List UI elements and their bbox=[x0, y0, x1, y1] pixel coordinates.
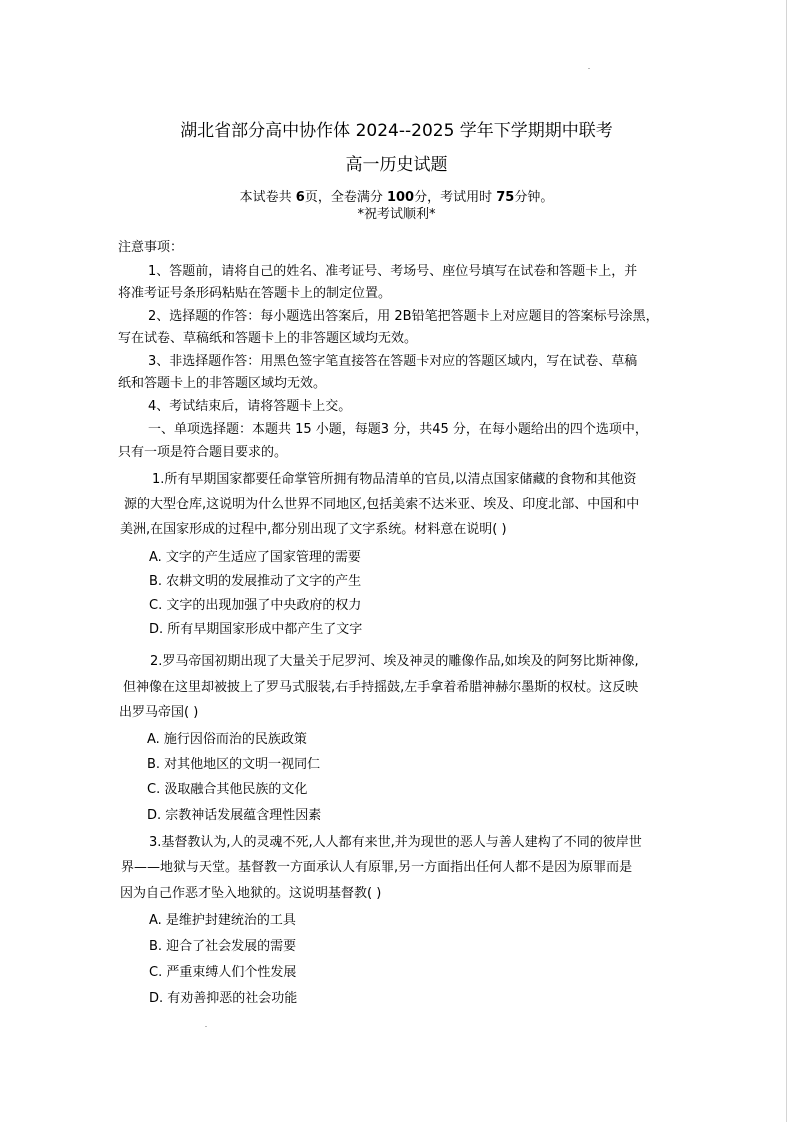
notice-item-2: 2、选择题的作答：每小题选出答案后，用 2B铅笔把答题卡上对应题目的答案标号涂黑， bbox=[148, 309, 659, 324]
notice-item-3: 3、非选择题作答：用黑色签字笔直接答在答题卡对应的答题区域内，写在试卷、草稿 bbox=[148, 354, 638, 369]
notice-item-1: 1、答题前，请将自己的姓名、准考证号、考场号、座位号填写在试卷和答题卡上，并 bbox=[148, 264, 638, 279]
question-1-option-d: D. 所有早期国家形成中都产生了文字 bbox=[149, 622, 363, 637]
question-3-stem: 因为自己作恶才坠入地狱的。这说明基督教( ) bbox=[120, 886, 382, 901]
scan-speck bbox=[588, 68, 590, 69]
notice-item-2-cont: 写在试卷、草稿纸和答题卡上的非答题区域均无效。 bbox=[118, 331, 418, 346]
question-1-option-a: A. 文字的产生适应了国家管理的需要 bbox=[149, 550, 361, 565]
question-3-option-a: A. 是维护封建统治的工具 bbox=[149, 913, 296, 928]
exam-subject-title: 高一历史试题 bbox=[345, 155, 448, 175]
question-2-stem: 但神像在这里却被披上了罗马式服装,右手持摇鼓,左手拿着希腊神赫尔墨斯的权杖。这反映 bbox=[123, 680, 639, 695]
question-1-stem: 美洲,在国家形成的过程中,都分别出现了文字系统。材料意在说明( ) bbox=[120, 522, 507, 537]
question-1-stem: 源的大型仓库,这说明为什么世界不同地区,包括美索不达米亚、埃及、印度北部、中国和中 bbox=[124, 497, 640, 512]
question-2-option-a: A. 施行因俗而治的民族政策 bbox=[147, 732, 307, 747]
notice-heading: 注意事项： bbox=[118, 240, 184, 255]
question-3-stem: 界——地狱与天堂。基督教一方面承认人有原罪,另一方面指出任何人都不是因为原罪而是 bbox=[121, 860, 633, 875]
question-3-option-d: D. 有劝善抑恶的社会功能 bbox=[149, 991, 298, 1006]
question-2-option-c: C. 汲取融合其他民族的文化 bbox=[147, 782, 308, 797]
question-2-stem: 出罗马帝国( ) bbox=[119, 705, 199, 720]
question-2-stem: 2.罗马帝国初期出现了大量关于尼罗河、埃及神灵的雕像作品,如埃及的阿努比斯神像, bbox=[150, 654, 639, 669]
question-2-option-b: B. 对其他地区的文明一视同仁 bbox=[147, 757, 321, 772]
notice-item-3-cont: 纸和答题卡上的非答题区域均无效。 bbox=[118, 376, 327, 391]
question-3-option-c: C. 严重束缚人们个性发展 bbox=[149, 965, 297, 980]
exam-info-line: 本试卷共 6页，全卷满分 100分，考试用时 75分钟。 bbox=[239, 190, 554, 205]
question-1-option-c: C. 文字的出现加强了中央政府的权力 bbox=[149, 598, 362, 613]
exam-title: 湖北省部分高中协作体 2024--2025 学年下学期期中联考 bbox=[180, 121, 613, 141]
section-heading: 一、单项选择题：本题共 15 小题，每题3 分，共45 分，在每小题给出的四个选项中， bbox=[148, 422, 648, 437]
notice-item-4: 4、考试结束后，请将答题卡上交。 bbox=[148, 399, 352, 414]
scan-speck bbox=[205, 1026, 207, 1027]
question-1-stem: 1.所有早期国家都要任命掌管所拥有物品清单的官员,以清点国家储藏的食物和其他资 bbox=[152, 472, 637, 487]
question-2-option-d: D. 宗教神话发展蕴含理性因素 bbox=[147, 808, 322, 823]
question-3-stem: 3.基督教认为,人的灵魂不死,人人都有来世,并为现世的恶人与善人建构了不同的彼岸世 bbox=[149, 835, 642, 850]
question-1-option-b: B. 农耕文明的发展推动了文字的产生 bbox=[149, 574, 362, 589]
question-3-option-b: B. 迎合了社会发展的需要 bbox=[149, 939, 297, 954]
notice-item-1-cont: 将准考证号条形码粘贴在答题卡上的制定位置。 bbox=[118, 286, 392, 301]
section-heading-cont: 只有一项是符合题目要求的。 bbox=[118, 445, 288, 460]
blessing-line: *祝考试顺利* bbox=[357, 207, 436, 222]
